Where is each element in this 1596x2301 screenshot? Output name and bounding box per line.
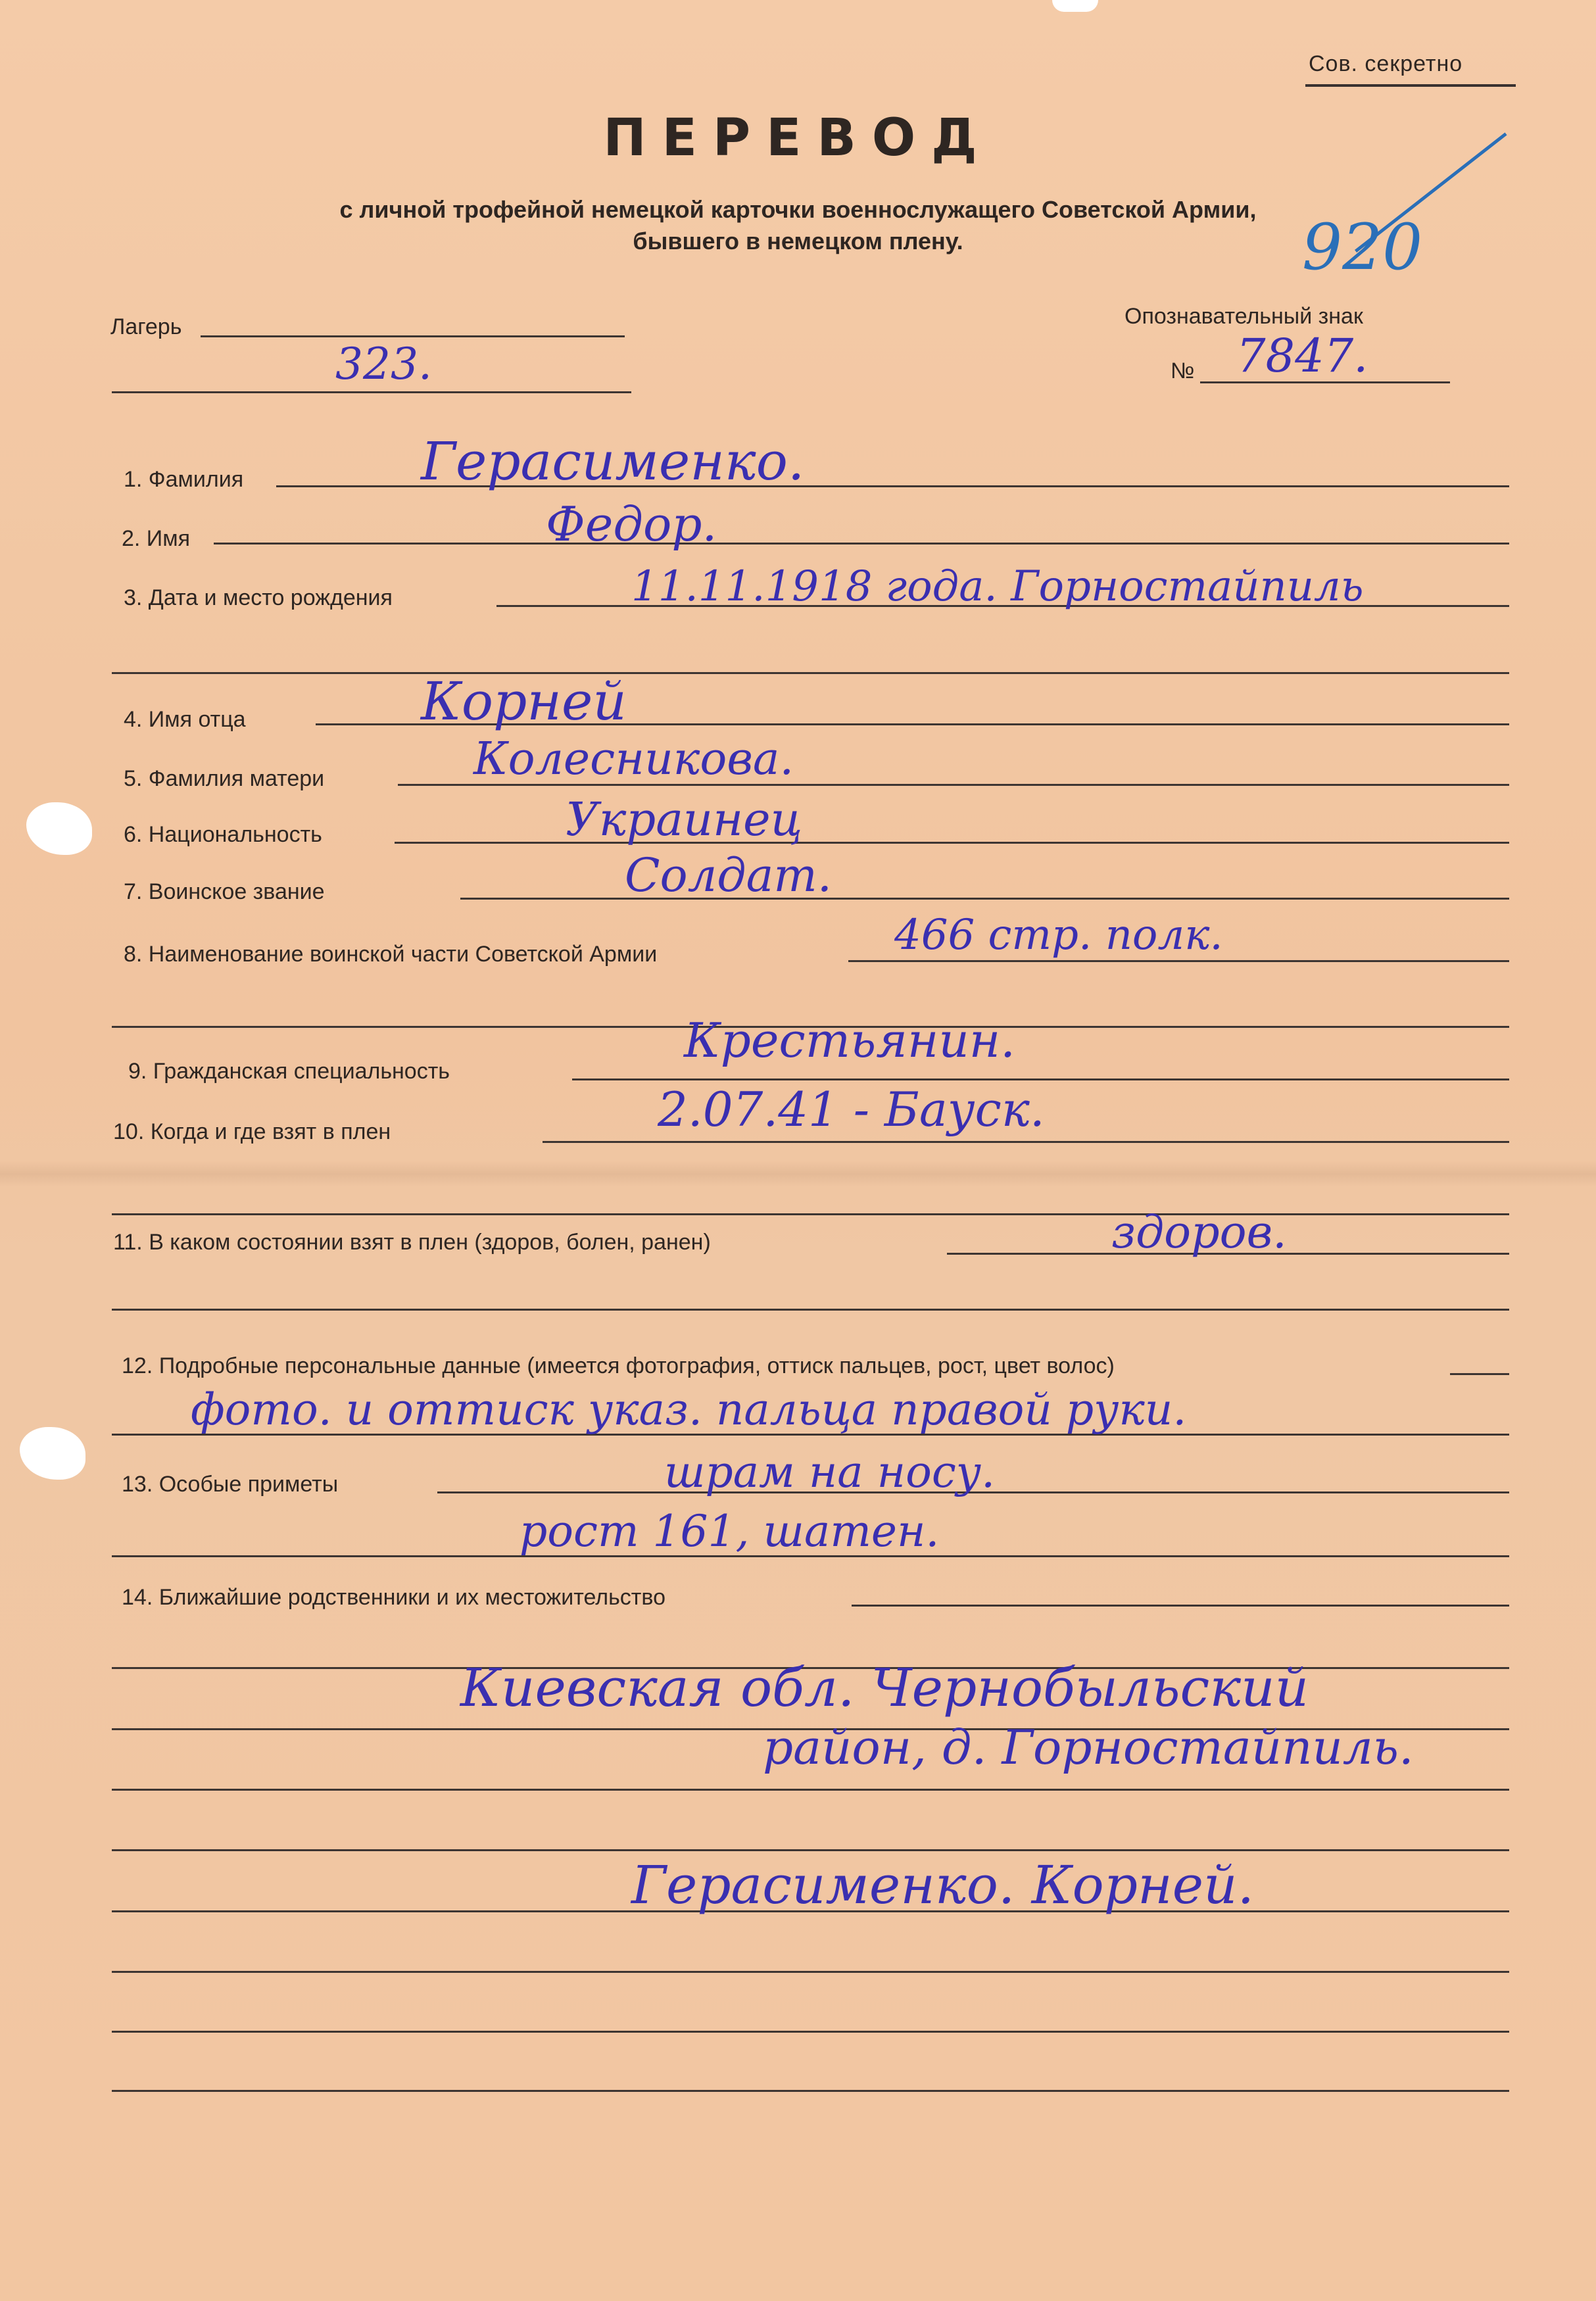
- birth-rule-2: [112, 672, 1509, 674]
- rank-value: Солдат.: [625, 848, 832, 902]
- condition-label: 11. В каком состоянии взят в плен (здоров, болен, ранен): [113, 1230, 711, 1255]
- first-name-value: Федор.: [546, 497, 717, 552]
- surname-label: 1. Фамилия: [124, 467, 244, 492]
- marks-value: шрам на носу.: [664, 1447, 996, 1497]
- relatives-line-2: район, д. Горностайпиль.: [763, 1720, 1414, 1775]
- capture-rule: [543, 1141, 1509, 1143]
- unit-label: 8. Наименование воинской части Советской Армии: [124, 942, 658, 967]
- relatives-rule-9: [112, 2090, 1509, 2092]
- relatives-label: 14. Ближайшие родственники и их местожительство: [122, 1585, 665, 1610]
- paper-fold: [0, 1161, 1596, 1187]
- first-name-rule: [214, 543, 1509, 545]
- relatives-line-1: Киевская обл. Чернобыльский: [460, 1657, 1309, 1718]
- relatives-line-3: Герасименко. Корней.: [631, 1854, 1254, 1916]
- marks-label: 13. Особые приметы: [122, 1472, 339, 1497]
- capture-label: 10. Когда и где взят в плен: [113, 1119, 391, 1144]
- tag-label: Опознавательный знак: [1124, 304, 1363, 329]
- camp-value: 323.: [335, 339, 432, 389]
- relatives-rule-4: [112, 1789, 1509, 1791]
- document-title: ПЕРЕВОД: [603, 109, 993, 168]
- civil-specialty-rule: [572, 1078, 1509, 1080]
- personal-data-label: 12. Подробные персональные данные (имеется фотография, оттиск пальцев, рост, цвет волос): [122, 1353, 1115, 1378]
- capture-rule-2: [112, 1213, 1509, 1215]
- nationality-value: Украинец: [566, 792, 803, 846]
- unit-value: 466 стр. полк.: [894, 911, 1223, 959]
- birth-label: 3. Дата и место рождения: [124, 585, 393, 610]
- camp-label: Лагерь: [110, 314, 182, 339]
- paper-notch: [1052, 0, 1098, 12]
- father-name-value: Корней: [421, 671, 627, 732]
- surname-value: Герасименко.: [421, 431, 805, 492]
- classification-label: Сов. секретно: [1309, 51, 1463, 76]
- mother-surname-label: 5. Фамилия матери: [124, 766, 325, 791]
- tag-no-label: №: [1171, 358, 1195, 383]
- personal-data-value: фото. и оттиск указ. пальца правой руки.: [191, 1384, 1187, 1435]
- condition-rule-2: [112, 1309, 1509, 1311]
- classification-underline: [1305, 84, 1516, 87]
- marks-value-2: рост 161, шатен.: [520, 1506, 940, 1557]
- personal-data-rule: [1450, 1373, 1509, 1375]
- capture-value: 2.07.41 - Бауск.: [658, 1082, 1045, 1137]
- camp-rule-2: [112, 391, 631, 393]
- rank-label: 7. Воинское звание: [124, 879, 325, 904]
- relatives-rule-8: [112, 2031, 1509, 2033]
- rank-rule: [460, 898, 1509, 900]
- registry-number: 920: [1302, 210, 1423, 284]
- father-name-label: 4. Имя отца: [124, 707, 246, 732]
- unit-rule: [848, 960, 1509, 962]
- camp-rule-1: [201, 335, 625, 337]
- relatives-rule-7: [112, 1971, 1509, 1973]
- relatives-rule-5: [112, 1849, 1509, 1851]
- birth-value: 11.11.1918 года. Горностайпиль: [631, 562, 1364, 611]
- mother-surname-value: Колесникова.: [473, 733, 794, 785]
- first-name-label: 2. Имя: [122, 526, 191, 551]
- civil-specialty-label: 9. Гражданская специальность: [128, 1059, 450, 1084]
- nationality-label: 6. Национальность: [124, 822, 322, 847]
- tag-value: 7847.: [1236, 329, 1368, 383]
- civil-specialty-value: Крестьянин.: [684, 1013, 1015, 1068]
- relatives-rule: [852, 1605, 1509, 1607]
- subtitle-line-2: бывшего в немецком плену.: [633, 228, 963, 254]
- nationality-rule: [395, 842, 1509, 844]
- subtitle-line-1: с личной трофейной немецкой карточки военнослужащего Советской Армии,: [339, 196, 1257, 223]
- condition-value: здоров.: [1111, 1207, 1287, 1259]
